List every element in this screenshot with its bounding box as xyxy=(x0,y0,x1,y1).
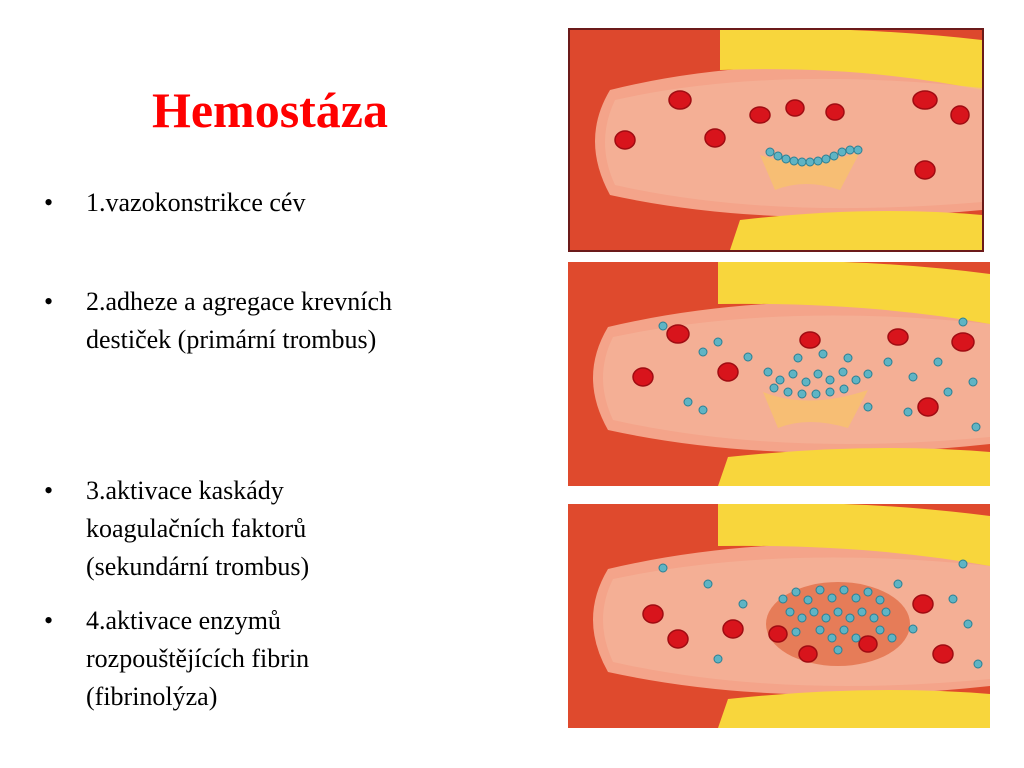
bullet-line: rozpouštějících fibrin xyxy=(86,644,310,673)
bullet-icon: • xyxy=(44,476,54,505)
vessel-platelet-plug-illustration xyxy=(568,262,990,486)
bullet-icon: • xyxy=(44,287,54,316)
bullet-icon: • xyxy=(44,188,54,217)
bullet-icon: • xyxy=(44,606,54,635)
bullet-line: destiček (primární trombus) xyxy=(86,325,377,354)
bullet-line: 1.vazokonstrikce cév xyxy=(86,188,306,217)
vessel-vasoconstriction-illustration xyxy=(568,28,984,252)
bullet-line: 3.aktivace kaskády xyxy=(86,476,284,505)
bullet-line: 2.adheze a agregace krevních xyxy=(86,287,393,316)
slide-title: Hemostáza xyxy=(151,82,389,138)
bullet-line: 4.aktivace enzymů xyxy=(86,606,281,635)
vessel-fibrin-clot-illustration xyxy=(568,504,990,728)
bullet-line: (sekundární trombus) xyxy=(86,552,310,581)
bullet-line: koagulačních faktorů xyxy=(86,514,307,543)
bullet-line: (fibrinolýza) xyxy=(86,682,218,711)
